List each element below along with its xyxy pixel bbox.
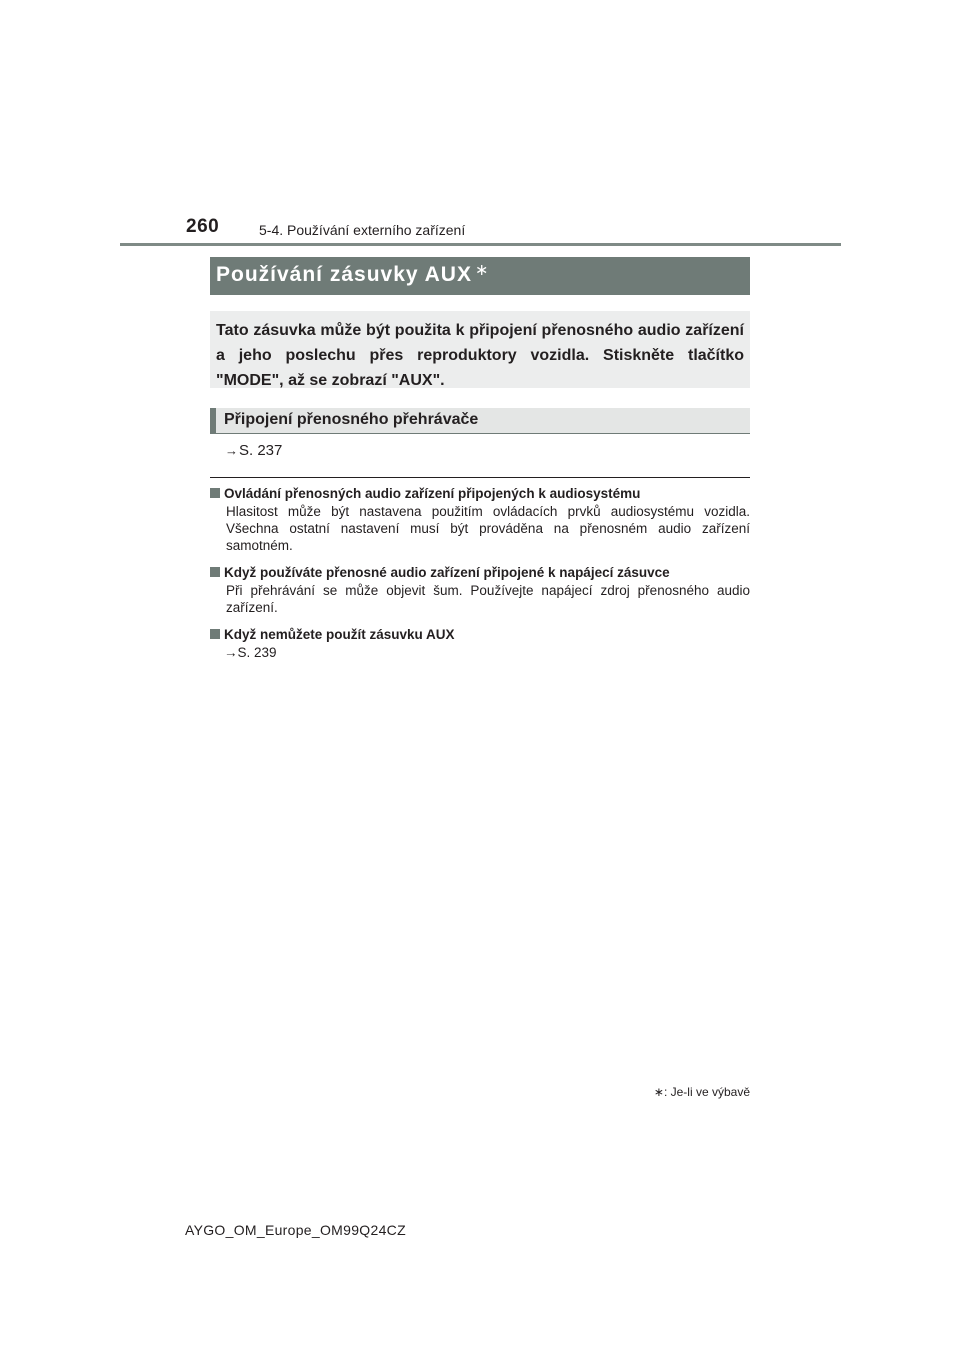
section-header: 5-4. Používání externího zařízení [259, 222, 466, 238]
page-number: 260 [186, 216, 220, 237]
square-bullet-icon [210, 629, 220, 639]
note-item [210, 564, 750, 616]
section-title-bar [210, 257, 750, 295]
note-item [210, 626, 750, 661]
footnote-star-icon: ∗ [653, 1085, 664, 1099]
footnote [654, 1085, 750, 1099]
section-title: Používání zásuvky AUX [216, 263, 472, 286]
optional-equipment-star-icon: ∗ [474, 262, 489, 279]
note-title-text: Ovládání přenosných audio zařízení připojených k audiosystému [224, 486, 641, 501]
subheading: Připojení přenosného přehrávače [210, 408, 750, 434]
notes-divider [210, 477, 750, 478]
square-bullet-icon [210, 567, 220, 577]
note-title [210, 626, 750, 644]
page-reference-text: S. 237 [239, 442, 283, 459]
document-code: AYGO_OM_Europe_OM99Q24CZ [185, 1222, 406, 1238]
intro-text: Tato zásuvka může být použita k připojení přenosného audio zařízení a jeho poslechu přes reproduktory vozidla. Stiskněte tlačítko "MODE", až se zobrazí "AUX". [210, 311, 750, 388]
note-title [210, 564, 750, 582]
square-bullet-icon [210, 488, 220, 498]
note-item [210, 485, 750, 554]
note-body: Hlasitost může být nastavena použitím ovládacích prvků audiosystému vozidla. Všechna ostatní nastavení musí být prováděna na přenosném audio zařízení samotném. [226, 504, 750, 553]
note-title-text: Když používáte přenosné audio zařízení připojené k napájecí zásuvce [224, 565, 670, 580]
footnote-text: : Je-li ve výbavě [663, 1085, 750, 1099]
note-page-reference[interactable] [224, 644, 750, 661]
note-title [210, 485, 750, 503]
note-title-text: Když nemůžete použít zásuvku AUX [224, 627, 455, 642]
note-page-reference-text: S. 239 [237, 645, 277, 660]
arrow-right-icon: → [225, 443, 238, 458]
note-body: Při přehrávání se může objevit šum. Používejte napájecí zdroj přenosného audio zařízení. [226, 583, 750, 615]
arrow-right-icon: → [224, 645, 238, 660]
page-reference[interactable] [225, 442, 282, 459]
header-divider [120, 243, 841, 246]
